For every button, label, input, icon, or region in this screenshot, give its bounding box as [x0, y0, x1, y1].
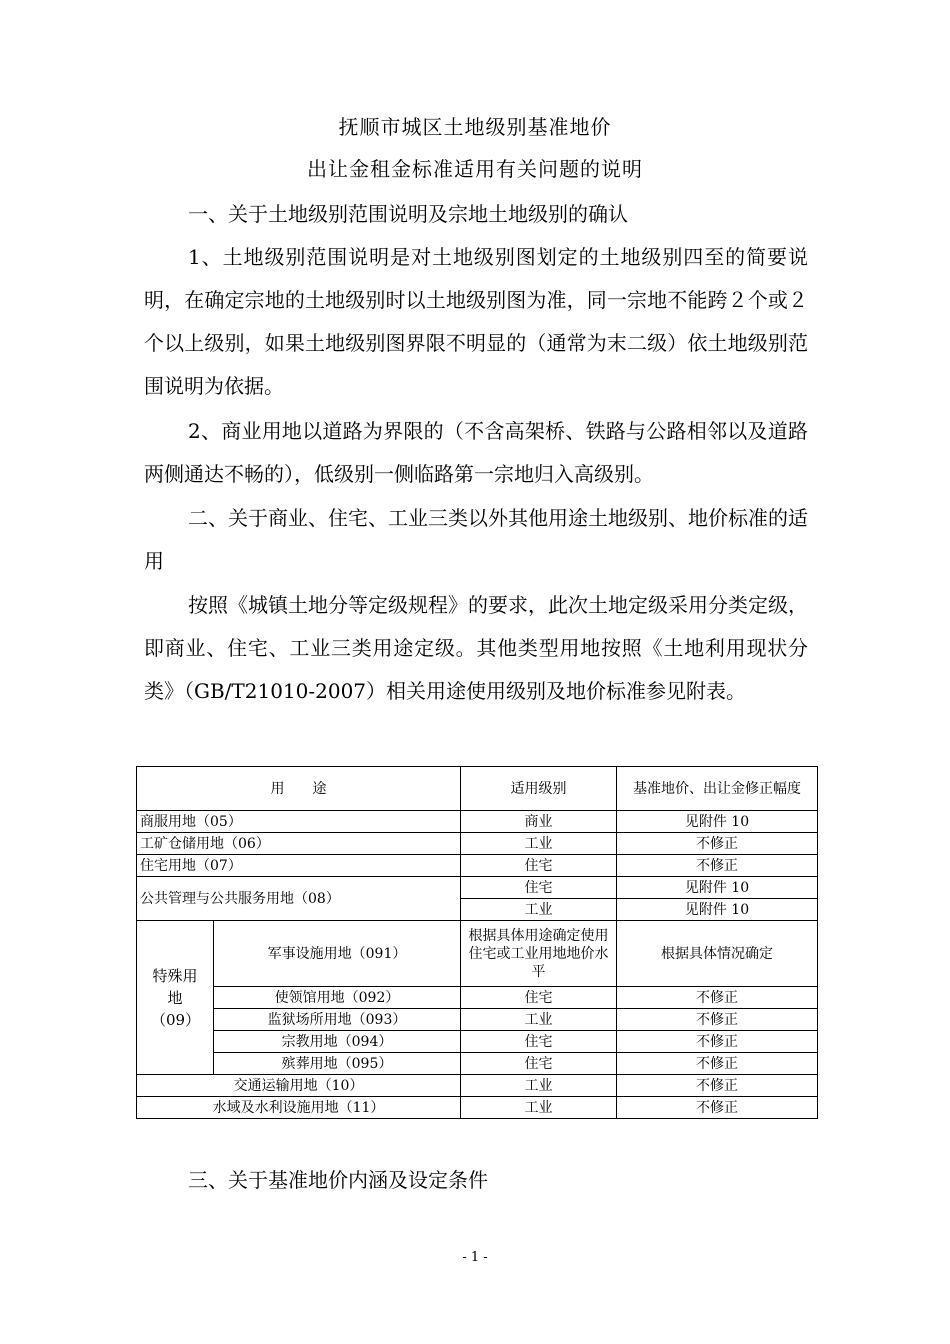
- table-row: [137, 833, 818, 855]
- table-row: [137, 877, 818, 899]
- price-cell: 根据具体情况确定: [617, 921, 818, 987]
- table-row: [137, 921, 818, 987]
- usage-cell: 商服用地（05）: [137, 811, 461, 833]
- usage-cell: 住宅用地（07）: [137, 855, 461, 877]
- section-2-paragraph: 按照《城镇土地分等定级规程》的要求，此次土地定级采用分类定级，即商业、住宅、工业三类用途定级。其他类型用地按照《土地利用现状分类》（GB/T21010-2007）相关用途使用级别及地价标准参见附表。: [144, 593, 808, 703]
- land-usage-table: [136, 766, 818, 1119]
- title-line-2: 出让金租金标准适用有关问题的说明: [307, 157, 643, 181]
- section-3-heading: 三、关于基准地价内涵及设定条件: [188, 1168, 488, 1192]
- table-row: [137, 1053, 818, 1075]
- price-cell: 不修正: [617, 833, 818, 855]
- header-usage: 用 途: [137, 767, 461, 811]
- level-cell: 住宅: [461, 877, 617, 899]
- section-1-paragraph-2: 2、商业用地以道路为界限的（不含高架桥、铁路与公路相邻以及道路两侧通达不畅的），低级别一侧临路第一宗地归入高级别。: [144, 419, 808, 486]
- page-number: - 1 -: [462, 1250, 488, 1265]
- title-line-1: 抚顺市城区土地级别基准地价: [338, 115, 612, 139]
- usage-cell: 水域及水利设施用地（11）: [137, 1097, 461, 1119]
- table-row: [137, 1075, 818, 1097]
- price-cell: 见附件 10: [617, 899, 818, 921]
- usage-cell: 殡葬用地（095）: [214, 1053, 461, 1075]
- section-1-heading: 一、关于土地级别范围说明及宗地土地级别的确认: [188, 202, 628, 226]
- usage-cell: 公共管理与公共服务用地（08）: [137, 877, 461, 921]
- price-cell: 不修正: [617, 1009, 818, 1031]
- level-cell: 工业: [461, 1075, 617, 1097]
- level-cell: 商业: [461, 811, 617, 833]
- price-cell: 见附件 10: [617, 877, 818, 899]
- level-cell: 工业: [461, 1009, 617, 1031]
- level-cell: 工业: [461, 1097, 617, 1119]
- header-price: 基准地价、出让金修正幅度: [617, 767, 818, 811]
- level-cell: 工业: [461, 833, 617, 855]
- usage-cell: 交通运输用地（10）: [137, 1075, 461, 1097]
- table-row: [137, 811, 818, 833]
- level-cell: 住宅: [461, 1031, 617, 1053]
- usage-cell: 宗教用地（094）: [214, 1031, 461, 1053]
- usage-cell: 使领馆用地（092）: [214, 987, 461, 1009]
- price-cell: 不修正: [617, 855, 818, 877]
- table-row: [137, 1031, 818, 1053]
- table-header-row: [137, 767, 818, 811]
- special-use-group-cell: 特殊用地（09）: [137, 921, 214, 1075]
- section-2-heading: 二、关于商业、住宅、工业三类以外其他用途土地级别、地价标准的适用: [144, 506, 808, 573]
- level-cell: 住宅: [461, 855, 617, 877]
- level-cell: 根据具体用途确定使用住宅或工业用地地价水平: [461, 921, 617, 987]
- table-row: [137, 1009, 818, 1031]
- price-cell: 不修正: [617, 1097, 818, 1119]
- level-cell: 住宅: [461, 987, 617, 1009]
- usage-cell: 监狱场所用地（093）: [214, 1009, 461, 1031]
- usage-cell: 工矿仓储用地（06）: [137, 833, 461, 855]
- usage-cell: 军事设施用地（091）: [214, 921, 461, 987]
- table-row: [137, 1097, 818, 1119]
- price-cell: 不修正: [617, 1053, 818, 1075]
- price-cell: 不修正: [617, 1031, 818, 1053]
- level-cell: 工业: [461, 899, 617, 921]
- level-cell: 住宅: [461, 1053, 617, 1075]
- price-cell: 见附件 10: [617, 811, 818, 833]
- table-row: [137, 855, 818, 877]
- price-cell: 不修正: [617, 987, 818, 1009]
- table-row: [137, 987, 818, 1009]
- price-cell: 不修正: [617, 1075, 818, 1097]
- header-level: 适用级别: [461, 767, 617, 811]
- section-1-paragraph-1: 1、土地级别范围说明是对土地级别图划定的土地级别四至的简要说明，在确定宗地的土地级别时以土地级别图为准，同一宗地不能跨２个或２个以上级别，如果土地级别图界限不明显的（通常为末二级）依土地级别范围说明为依据。: [144, 245, 808, 398]
